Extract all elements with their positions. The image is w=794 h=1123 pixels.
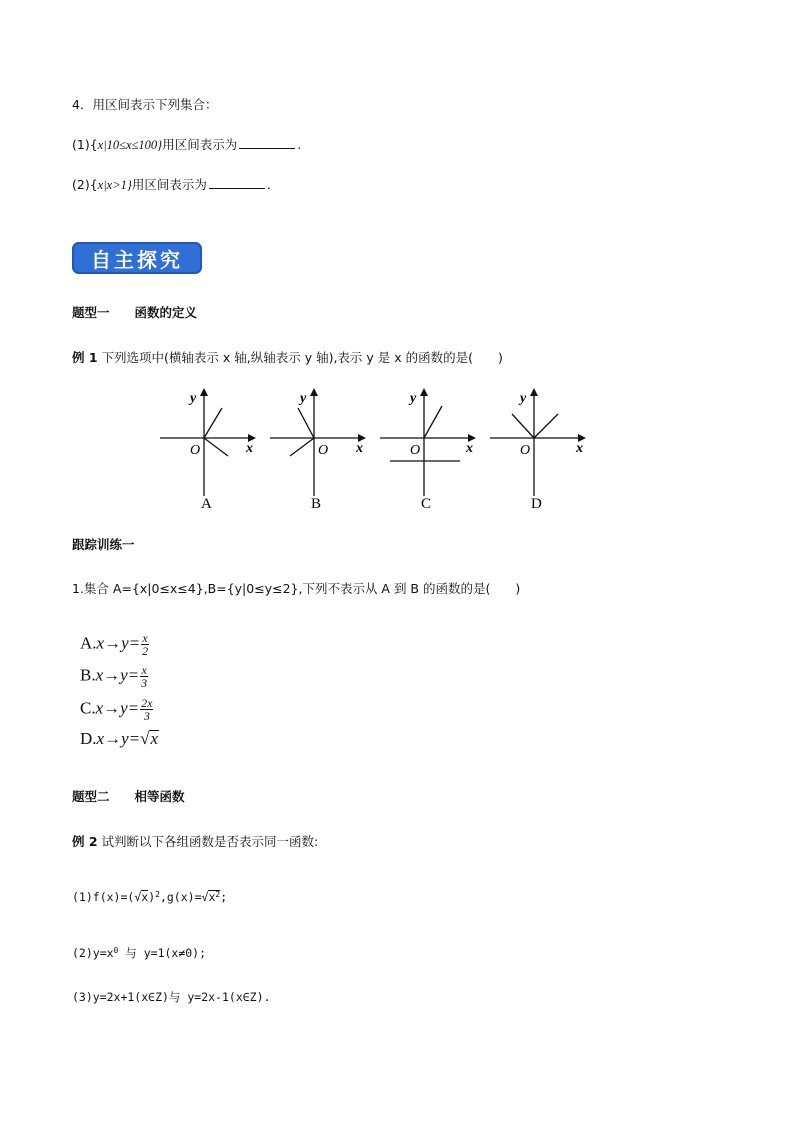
svg-text:O: O (318, 443, 329, 458)
option-c[interactable]: C.x→y= $\frac{2x}{3}$ (80, 696, 153, 723)
svg-text:x: x (466, 441, 473, 456)
graph-c (378, 384, 490, 514)
example2-item1: $(1)f(x)=(√x)^2,g(x)=√x^2$; (72, 890, 228, 904)
example2-item2: $(2)y=x^0$ 与 y=1(x≠0); (72, 946, 207, 960)
q4-part1: (1){x|10≤x≤100}用区间表示为 . (72, 137, 302, 152)
type2-heading: 题型二 相等函数 (72, 789, 185, 804)
practice1-heading: 跟踪训练一 (72, 537, 135, 552)
graph-b (268, 384, 380, 514)
svg-text:x: x (576, 441, 583, 456)
type1-heading: 题型一 函数的定义 (72, 305, 198, 320)
graph-a (158, 384, 270, 514)
svg-text:B: B (311, 496, 322, 512)
svg-text:A: A (201, 496, 212, 512)
graph-d (488, 384, 600, 514)
q4-title: 4．用区间表示下列集合： (72, 97, 218, 112)
svg-text:x: x (356, 441, 363, 456)
svg-text:y: y (410, 391, 417, 406)
example2-item3: (3)y=2x+1(x∈Z)与 y=2x-1(x∈Z). (72, 990, 271, 1004)
option-a[interactable]: A.x→y= $\frac{x}{2}$ (80, 631, 149, 658)
section-banner (72, 242, 202, 274)
svg-text:y: y (190, 391, 197, 406)
svg-text:x: x (246, 441, 253, 456)
svg-text:C: C (421, 496, 432, 512)
svg-text:y: y (520, 391, 527, 406)
q4-part2: (2){x|x>1}用区间表示为 . (72, 177, 271, 192)
practice1-q1: 1.集合 A={x|0≤x≤4},B={y|0≤y≤2},下列不表示从 A 到 B 的函数的是( ) (72, 581, 521, 596)
option-b[interactable]: B.x→y= $\frac{x}{3}$ (80, 663, 148, 690)
answer-blank[interactable] (239, 137, 295, 149)
answer-blank[interactable] (209, 177, 265, 189)
example2: 例 2 试判断以下各组函数是否表示同一函数: (72, 834, 319, 849)
svg-text:O: O (410, 443, 421, 458)
banner-label: 自主探究 (91, 247, 183, 272)
svg-text:D: D (531, 496, 542, 512)
option-d[interactable]: D.x→y=√x (80, 729, 158, 748)
example1: 例 1 下列选项中(横轴表示 x 轴,纵轴表示 y 轴),表示 y 是 x 的函数的是( ) (72, 350, 503, 365)
svg-text:O: O (190, 443, 201, 458)
svg-text:O: O (520, 443, 531, 458)
svg-text:y: y (300, 391, 307, 406)
